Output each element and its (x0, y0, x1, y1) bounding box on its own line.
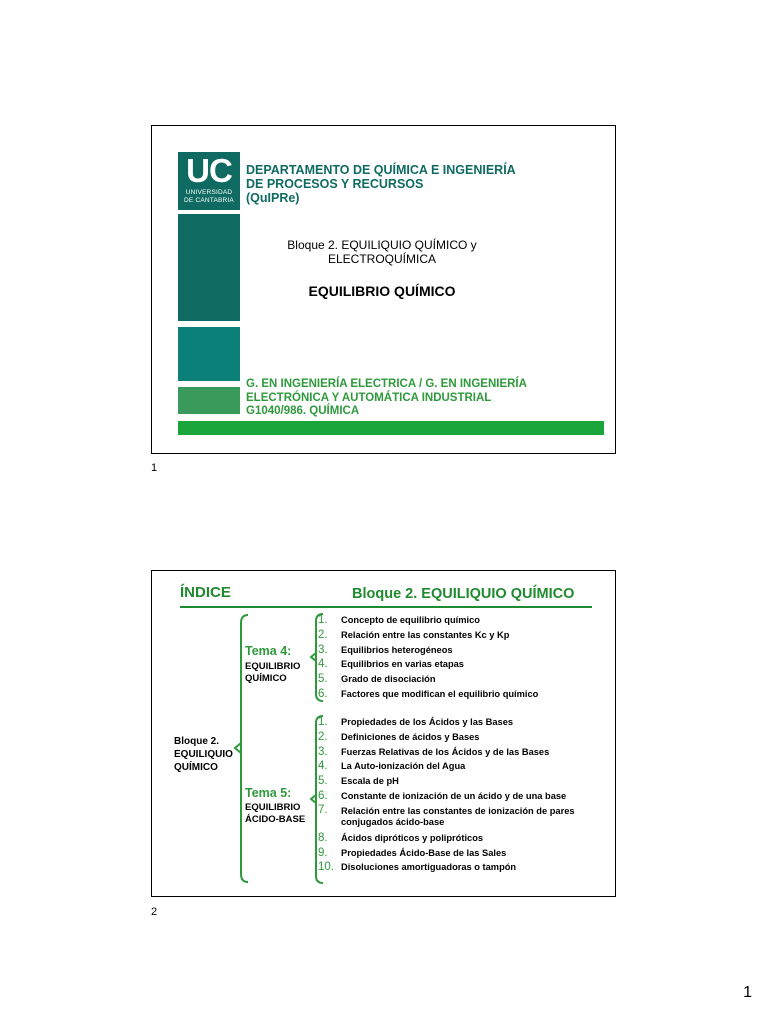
tema4-title: Tema 4: (245, 644, 292, 658)
degree-line1: G. EN INGENIERÍA ELECTRICA / G. EN INGENIERÍA (246, 378, 527, 390)
list-item (318, 715, 601, 730)
uc-logo (178, 152, 240, 210)
item-number: 8. (318, 831, 328, 844)
list-item (318, 657, 538, 672)
item-text: Relación entre las constantes de ionización de pares conjugados ácido-base (341, 805, 575, 827)
item-number: 2. (318, 730, 328, 743)
degree-info (246, 378, 586, 419)
decorative-bar-green (178, 387, 240, 414)
item-text: Equilibrios heterogéneos (341, 644, 453, 655)
bloque-label-line3: QUÍMICO (174, 762, 218, 773)
item-text: Fuerzas Relativas de los Ácidos y de las Bases (341, 746, 550, 757)
item-number: 6. (318, 687, 328, 700)
slide-title: EQUILIBRIO QUÍMICO (308, 283, 456, 299)
bloque-line1: Bloque 2. EQUILIQUIO QUÍMICO y (287, 238, 477, 252)
item-number: 1. (318, 716, 328, 728)
item-number: 3. (318, 745, 328, 758)
item-number: 7. (318, 803, 328, 816)
item-number: 4. (318, 658, 328, 671)
item-text: Escala de pH (341, 776, 399, 787)
tema4-subtitle-line2: QUÍMICO (245, 673, 287, 684)
list-item (318, 846, 601, 861)
tema5-list (318, 715, 601, 875)
item-text: Relación entre las constantes Kc y Kp (341, 629, 510, 640)
item-text: Definiciones de ácidos y Bases (341, 731, 480, 742)
logo-subtitle-line1: UNIVERSIDAD (185, 189, 233, 196)
item-number: 9. (318, 846, 328, 859)
logo-text: UC (186, 152, 232, 189)
item-text: Grado de disociación (341, 674, 436, 685)
list-item (318, 860, 601, 875)
item-text: La Auto-ionización del Agua (341, 761, 466, 772)
slide-number-1: 1 (151, 462, 158, 474)
list-item (318, 789, 601, 804)
item-number: 2. (318, 628, 328, 641)
list-item (318, 759, 601, 774)
list-item (318, 745, 601, 760)
tema5-subtitle (245, 802, 305, 826)
tema4-list (318, 613, 538, 702)
list-item (318, 672, 538, 687)
item-number: 5. (318, 673, 328, 686)
list-item (318, 804, 601, 831)
bloque-heading: Bloque 2. EQUILIQUIO QUÍMICO (352, 586, 575, 602)
item-text: Propiedades de los Ácidos y las Bases (341, 717, 514, 727)
item-text: Constante de ionización de un ácido y de una base (341, 790, 567, 801)
tema4-subtitle-line1: EQUILIBRIO (245, 661, 301, 672)
decorative-bar-teal (178, 327, 240, 381)
list-item (318, 628, 538, 643)
bloque-title (252, 238, 512, 266)
item-text: Equilibrios en varias etapas (341, 659, 464, 670)
item-text: Concepto de equilibrio químico (341, 615, 480, 625)
list-item (318, 613, 538, 628)
item-number: 3. (318, 643, 328, 656)
item-text: Factores que modifican el equilibrio químico (341, 688, 539, 699)
list-item (318, 831, 601, 846)
item-text: Ácidos dipróticos y polipróticos (341, 832, 484, 843)
department-line1: DEPARTAMENTO DE QUÍMICA E INGENIERÍA (246, 163, 516, 177)
list-item (318, 774, 601, 789)
item-number: 6. (318, 789, 328, 802)
slide-1 (151, 125, 616, 454)
decorative-bar-dark-teal (178, 214, 240, 321)
green-strip (178, 421, 604, 435)
tema5-title: Tema 5: (245, 786, 292, 800)
tema5-subtitle-line1: EQUILIBRIO (245, 802, 301, 813)
department-name (246, 163, 576, 205)
item-number: 1. (318, 614, 328, 626)
logo-subtitle (178, 189, 240, 204)
degree-line2: ELECTRÓNICA Y AUTOMÁTICA INDUSTRIAL (246, 391, 492, 404)
item-number: 4. (318, 760, 328, 773)
slide-number-2: 2 (151, 906, 158, 918)
page-number: 1 (743, 984, 752, 1001)
bloque-label-line2: EQUILIQUIO (174, 749, 233, 760)
department-line3: (QuIPRe) (246, 191, 300, 205)
index-heading: ÍNDICE (180, 584, 231, 601)
slide-2 (151, 570, 616, 897)
tema4-subtitle (245, 661, 300, 685)
department-line2: DE PROCESOS Y RECURSOS (246, 177, 424, 191)
item-number: 10. (318, 861, 334, 874)
item-number: 5. (318, 775, 328, 788)
list-item (318, 643, 538, 658)
degree-line3: G1040/986. QUÍMICA (246, 405, 360, 417)
item-text: Propiedades Ácido-Base de las Sales (341, 847, 507, 858)
logo-subtitle-line2: DE CANTABRIA (184, 196, 234, 204)
bloque-line2: ELECTROQUÍMICA (327, 252, 436, 266)
item-text: Disoluciones amortiguadoras o tampón (341, 862, 517, 873)
list-item (318, 730, 601, 745)
bloque-label-line1: Bloque 2. (174, 736, 220, 747)
tema5-subtitle-line2: ÁCIDO-BASE (245, 814, 306, 825)
list-item (318, 687, 538, 702)
